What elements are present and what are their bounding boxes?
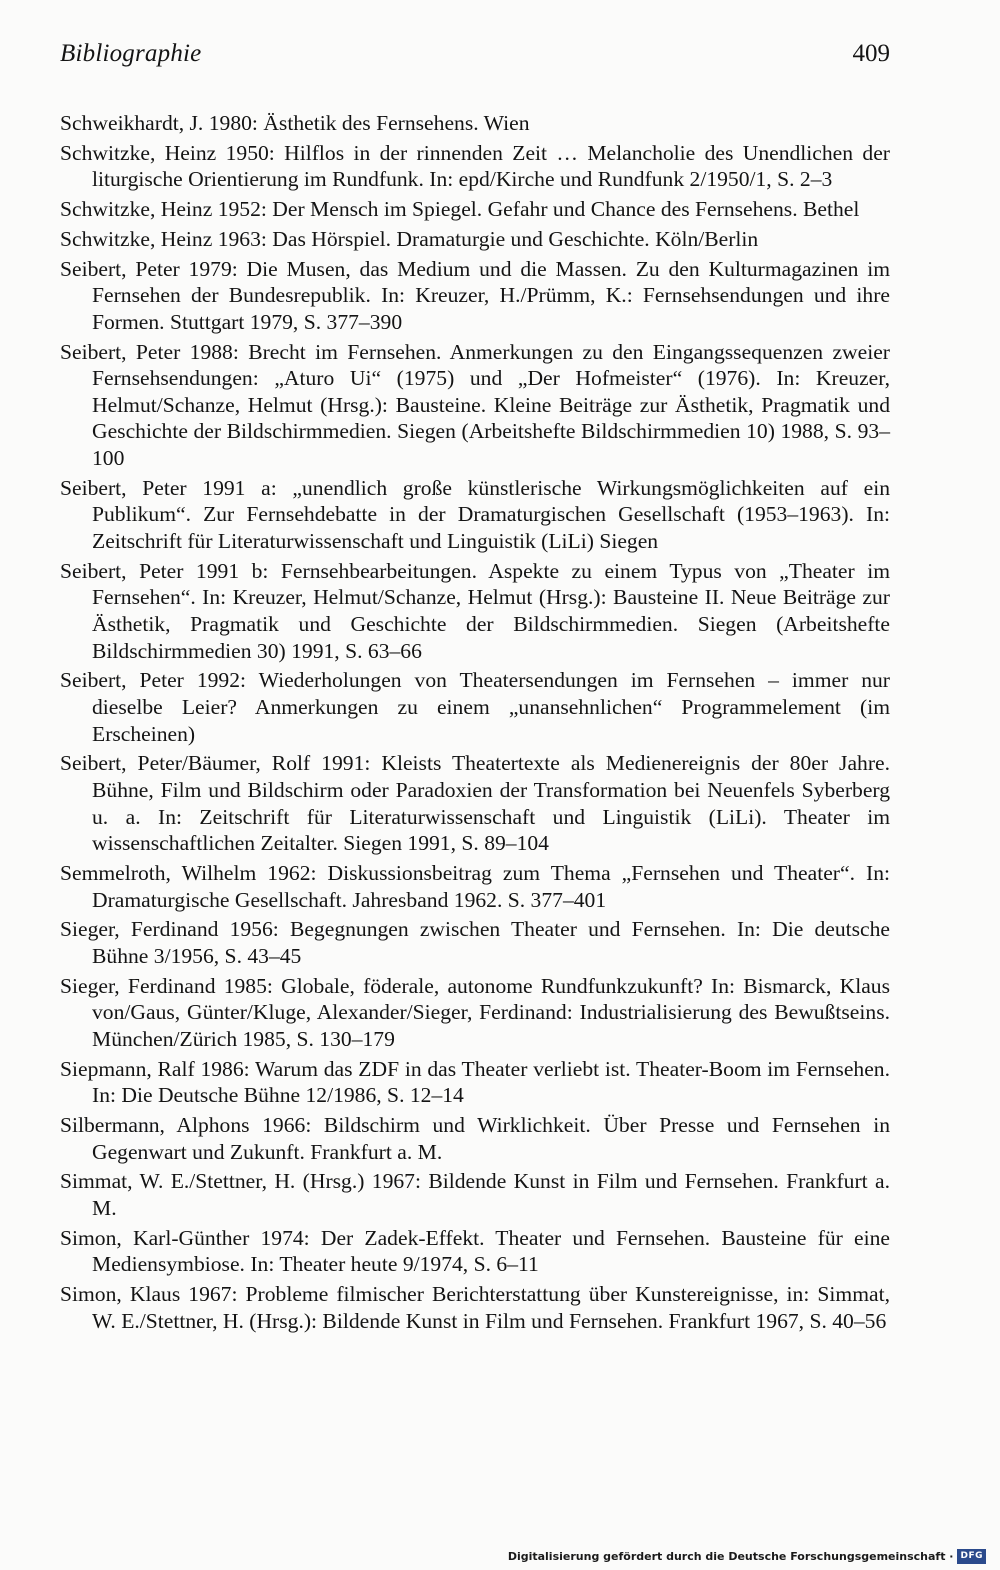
dfg-logo: DFG	[957, 1549, 986, 1564]
bibliography-entry: Simon, Klaus 1967: Probleme filmischer Berichterstattung über Kunstereignisse, in: Simmat, W. E./Stettner, H. (Hrsg.): Bildende Kunst in Film und Fernsehen. Frankfurt 1967, S. 40–56	[60, 1282, 890, 1333]
section-title: Bibliographie	[60, 40, 202, 67]
running-head	[60, 40, 890, 76]
bibliography-entry: Schweikhardt, J. 1980: Ästhetik des Fernsehens. Wien	[60, 111, 530, 135]
bibliography-entry: Seibert, Peter 1991 b: Fernsehbearbeitungen. Aspekte zu einem Typus von „Theater im Fernsehen“. In: Kreuzer, Helmut/Schanze, Helmut (Hrsg.): Bausteine II. Neue Beiträge zur Ästhetik, Pragmatik und Geschichte der Bildschirmmedien. Siegen (Arbeitshefte Bildschirmmedien 30) 1991, S. 63–66	[60, 558, 890, 663]
bibliography-entry: Simon, Karl-Günther 1974: Der Zadek-Effekt. Theater und Fernsehen. Bausteine für eine Mediensymbiose. In: Theater heute 9/1974, S. 6–11	[60, 1225, 890, 1277]
bibliography-entry: Siepmann, Ralf 1986: Warum das ZDF in das Theater verliebt ist. Theater-Boom im Fernsehen. In: Die Deutsche Bühne 12/1986, S. 12–14	[60, 1056, 890, 1108]
bibliography-entry: Simmat, W. E./Stettner, H. (Hrsg.) 1967: Bildende Kunst in Film und Fernsehen. Frankfurt a. M.	[60, 1169, 890, 1220]
page-number: 409	[852, 40, 890, 67]
bibliography-entry: Seibert, Peter/Bäumer, Rolf 1991: Kleists Theatertexte als Medienereignis der 80er Jahre. Bühne, Film und Bildschirm oder Paradoxien der Transformation bei Neuenfels Syberberg u. a. In: Zeitschrift für Literaturwissenschaft und Linguistik (LiLi). Theater im wissenschaftlichen Zeitalter. Siegen 1991, S. 89–104	[60, 751, 890, 856]
bibliography-entry: Sieger, Ferdinand 1956: Begegnungen zwischen Theater und Fernsehen. In: Die deutsche Bühne 3/1956, S. 43–45	[60, 917, 890, 968]
credit-text: Digitalisierung gefördert durch die Deutsche Forschungsgemeinschaft ·	[507, 1549, 954, 1563]
bibliography-entry: Seibert, Peter 1992: Wiederholungen von Theatersendungen im Fernsehen – immer nur dieselbe Leier? Anmerkungen zu einem „unansehnlichen“ Programmelement (im Erscheinen)	[60, 668, 890, 746]
bibliography-entry: Seibert, Peter 1979: Die Musen, das Medium und die Massen. Zu den Kulturmagazinen im Fernsehen der Bundesrepublik. In: Kreuzer, H./Prümm, K.: Fernsehsendungen und ihre Formen. Stuttgart 1979, S. 377–390	[60, 256, 890, 334]
bibliography-entry: Schwitzke, Heinz 1952: Der Mensch im Spiegel. Gefahr und Chance des Fernsehens. Bethel	[60, 197, 860, 222]
bibliography-entry: Semmelroth, Wilhelm 1962: Diskussionsbeitrag zum Thema „Fernsehen und Theater“. In: Dramaturgische Gesellschaft. Jahresband 1962. S. 377–401	[60, 860, 890, 912]
bibliography-entry: Schwitzke, Heinz 1950: Hilflos in der rinnenden Zeit … Melancholie des Unendlichen der liturgische Orientierung im Rundfunk. In: epd/Kirche und Rundfunk 2/1950/1, S. 2–3	[60, 140, 890, 192]
digitization-credit	[508, 1546, 986, 1566]
bibliography-list	[60, 110, 890, 1338]
bibliography-entry: Seibert, Peter 1991 a: „unendlich große künstlerische Wirkungsmöglichkeiten auf ein Publikum“. Zur Fernsehdebatte in der Dramaturgischen Gesellschaft (1953–1963). In: Zeitschrift für Literaturwissenschaft und Linguistik (LiLi) Siegen	[60, 475, 890, 554]
bibliography-entry: Sieger, Ferdinand 1985: Globale, föderale, autonome Rundfunkzukunft? In: Bismarck, Klaus von/Gaus, Günter/Kluge, Alexander/Sieger, Ferdinand: Industrialisierung des Bewußtseins. München/Zürich 1985, S. 130–179	[60, 973, 890, 1051]
bibliography-entry: Silbermann, Alphons 1966: Bildschirm und Wirklichkeit. Über Presse und Fernsehen in Gegenwart und Zukunft. Frankfurt a. M.	[60, 1113, 890, 1164]
bibliography-entry: Seibert, Peter 1988: Brecht im Fernsehen. Anmerkungen zu den Eingangssequenzen zweier Fernsehsendungen: „Aturo Ui“ (1975) und „Der Hofmeister“ (1976). In: Kreuzer, Helmut/Schanze, Helmut (Hrsg.): Bausteine. Kleine Beiträge zur Ästhetik, Pragmatik und Geschichte der Bildschirmmedien. Siegen (Arbeitshefte Bildschirmmedien 10) 1988, S. 93–100	[60, 339, 890, 471]
bibliography-entry: Schwitzke, Heinz 1963: Das Hörspiel. Dramaturgie und Geschichte. Köln/Berlin	[60, 226, 759, 251]
